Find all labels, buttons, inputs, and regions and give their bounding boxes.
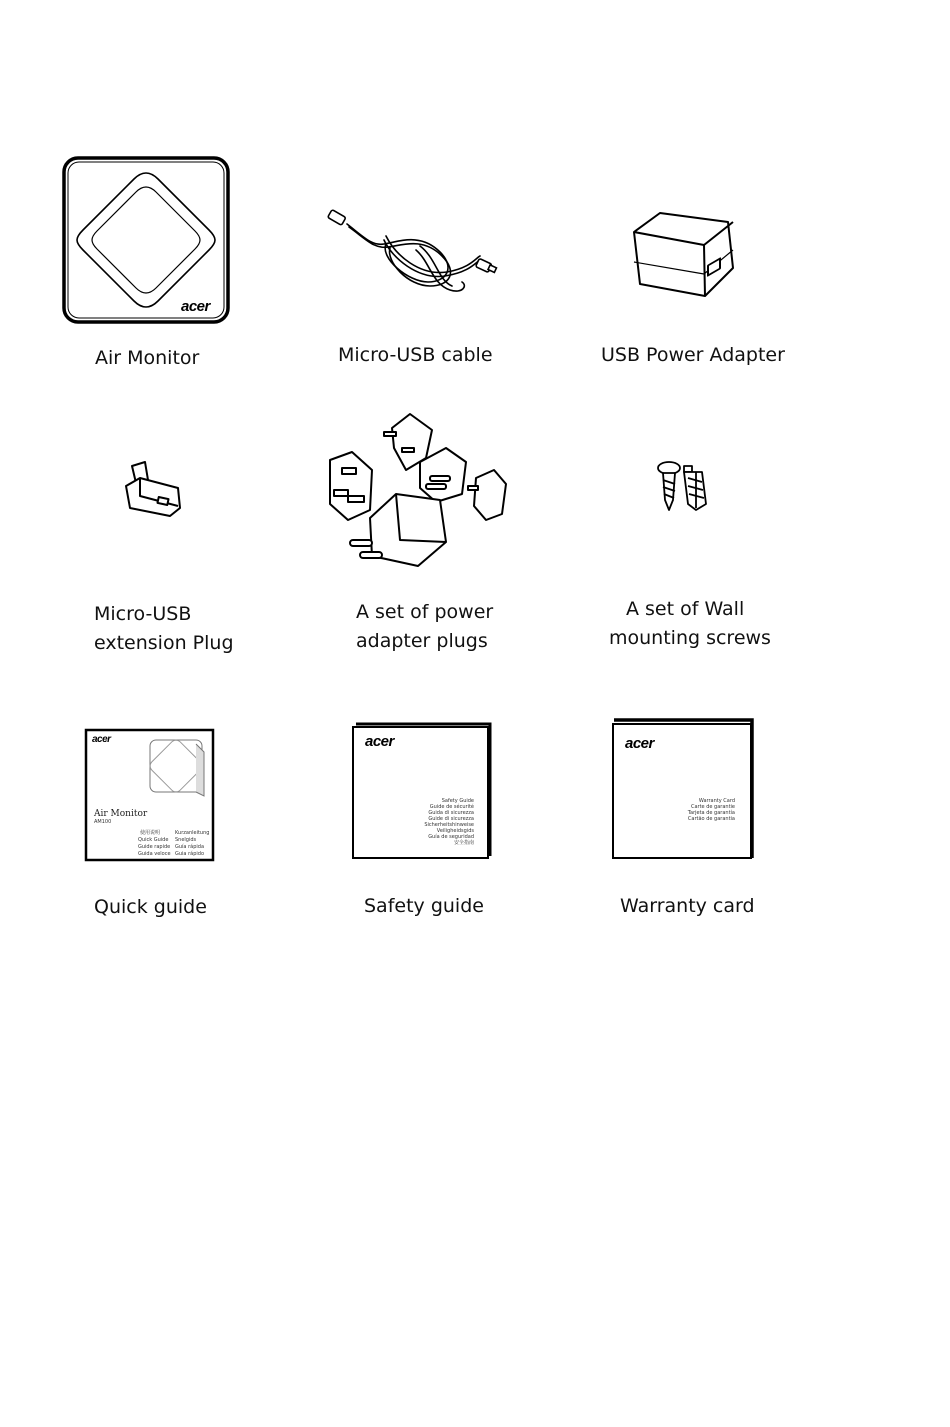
svg-text:Guide rapide: Guide rapide bbox=[138, 844, 171, 850]
svg-text:Warranty Card: Warranty Card bbox=[698, 798, 735, 804]
svg-text:Quick Guide: Quick Guide bbox=[138, 837, 169, 843]
svg-text:使用说明: 使用说明 bbox=[140, 830, 161, 836]
svg-text:Sicherheitshinweise: Sicherheitshinweise bbox=[424, 822, 474, 828]
item-label-line-2: adapter plugs bbox=[356, 630, 488, 652]
svg-text:Guía rápida: Guía rápida bbox=[175, 844, 205, 850]
item-label-line-1: A set of Wall bbox=[626, 598, 745, 620]
item-label: Air Monitor bbox=[95, 347, 200, 369]
acer-logo: acer bbox=[181, 298, 210, 315]
cover-model: AM100 bbox=[94, 819, 112, 825]
svg-text:Guida di sicurezza: Guida di sicurezza bbox=[428, 810, 474, 816]
item-label-line-2: extension Plug bbox=[94, 632, 234, 654]
item-label-line-1: Micro-USB bbox=[94, 603, 192, 625]
svg-text:Guide de sécurité: Guide de sécurité bbox=[429, 804, 474, 810]
item-label: Quick guide bbox=[94, 896, 207, 918]
svg-text:Carte de garantie: Carte de garantie bbox=[690, 804, 735, 810]
acer-logo: acer bbox=[92, 734, 111, 745]
svg-text:Snelgids: Snelgids bbox=[175, 837, 197, 843]
svg-text:Kurzanleitung: Kurzanleitung bbox=[175, 830, 210, 836]
item-label: Micro-USB cable bbox=[338, 344, 493, 366]
item-label-line-1: A set of power bbox=[356, 601, 494, 623]
svg-text:Guida veloce: Guida veloce bbox=[138, 851, 171, 857]
item-label: USB Power Adapter bbox=[601, 344, 785, 366]
svg-text:安全指南: 安全指南 bbox=[453, 840, 474, 846]
acer-logo: acer bbox=[365, 733, 394, 750]
cover-product-name: Air Monitor bbox=[94, 809, 148, 819]
svg-text:Veiligheidsgids: Veiligheidsgids bbox=[436, 828, 474, 834]
svg-text:Guide di sicurezza: Guide di sicurezza bbox=[428, 816, 474, 822]
item-label: Safety guide bbox=[364, 895, 484, 917]
item-label-line-2: mounting screws bbox=[609, 627, 771, 649]
svg-text:Cartão de garantia: Cartão de garantia bbox=[687, 816, 735, 822]
svg-text:Safety Guide: Safety Guide bbox=[441, 798, 474, 804]
acer-logo: acer bbox=[625, 735, 654, 752]
svg-text:Tarjeta de garantía: Tarjeta de garantía bbox=[687, 810, 735, 816]
svg-text:Guía de seguridad: Guía de seguridad bbox=[428, 834, 474, 840]
svg-text:Guia rápido: Guia rápido bbox=[175, 851, 205, 857]
item-label: Warranty card bbox=[620, 895, 755, 917]
